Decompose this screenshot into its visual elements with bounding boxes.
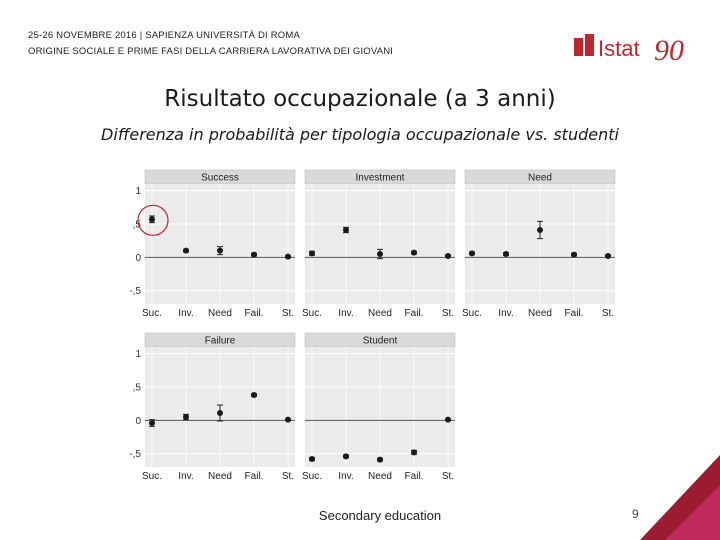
x-tick-label: Fail. xyxy=(244,308,264,319)
x-tick-label: Fail. xyxy=(404,471,424,482)
data-point xyxy=(343,227,349,233)
x-tick-label: St. xyxy=(281,308,295,319)
x-tick-label: St. xyxy=(441,471,455,482)
header-event-line: 25-26 NOVEMBRE 2016 | SAPIENZA UNIVERSITÀ DI ROMA xyxy=(28,30,301,41)
data-point xyxy=(217,410,223,416)
x-tick-label: Inv. xyxy=(338,308,354,319)
data-point xyxy=(411,449,417,455)
slide-subtitle: Differenza in probabilità per tipologia occupazionale vs. studenti xyxy=(101,125,619,144)
y-tick-label: 1 xyxy=(135,349,141,361)
y-tick-label: 0 xyxy=(135,252,141,264)
slide-title: Risultato occupazionale (a 3 anni) xyxy=(164,86,556,112)
data-point xyxy=(537,227,543,233)
data-point xyxy=(377,251,383,257)
data-point xyxy=(343,453,349,459)
x-tick-label: St. xyxy=(281,471,295,482)
x-tick-label: Suc. xyxy=(461,308,483,319)
facet-failure xyxy=(129,333,295,482)
x-tick-label: Inv. xyxy=(498,308,514,319)
facet-investment xyxy=(302,170,455,319)
data-point xyxy=(285,417,291,423)
data-point xyxy=(377,457,383,463)
x-tick-label: St. xyxy=(601,308,615,319)
facet-need xyxy=(462,170,615,319)
data-point xyxy=(503,251,509,257)
logo-anniversary-mark: 90 xyxy=(654,34,684,67)
data-point xyxy=(285,254,291,260)
data-point xyxy=(411,250,417,256)
corner-decoration xyxy=(640,455,720,540)
facet-success xyxy=(129,170,295,319)
x-tick-label: Need xyxy=(368,471,392,482)
y-tick-label: ,5 xyxy=(132,219,141,231)
logo-block-left xyxy=(574,38,583,56)
x-tick-label: Inv. xyxy=(178,471,194,482)
facet-label: Investment xyxy=(355,172,405,184)
y-tick-label: 0 xyxy=(135,415,141,427)
facet-label: Student xyxy=(362,335,398,347)
facet-label: Success xyxy=(201,172,239,184)
x-axis-label: Secondary education xyxy=(318,508,442,523)
x-tick-label: Suc. xyxy=(301,471,323,482)
data-point xyxy=(183,414,189,420)
y-tick-label: ,5 xyxy=(132,382,141,394)
x-tick-label: Need xyxy=(208,308,232,319)
x-tick-label: Inv. xyxy=(338,471,354,482)
data-point xyxy=(309,456,315,462)
data-point xyxy=(309,250,315,256)
x-tick-label: Need xyxy=(368,308,392,319)
x-tick-label: Inv. xyxy=(178,308,194,319)
x-tick-label: Fail. xyxy=(564,308,584,319)
data-point xyxy=(445,417,451,423)
data-point xyxy=(605,253,611,259)
logo-wordmark: Istat xyxy=(598,36,640,61)
data-point xyxy=(183,248,189,254)
y-tick-label: 1 xyxy=(135,186,141,198)
data-point xyxy=(469,250,475,256)
istat-logo xyxy=(572,30,694,70)
y-tick-label: -,5 xyxy=(129,449,141,461)
data-point xyxy=(445,253,451,259)
logo-block-right xyxy=(585,34,594,56)
x-tick-label: Suc. xyxy=(141,471,163,482)
data-point xyxy=(251,252,257,258)
x-tick-label: Fail. xyxy=(404,308,424,319)
x-tick-label: Need xyxy=(528,308,552,319)
x-tick-label: Suc. xyxy=(141,308,163,319)
x-tick-label: St. xyxy=(441,308,455,319)
x-tick-label: Suc. xyxy=(301,308,323,319)
x-tick-label: Need xyxy=(208,471,232,482)
data-point xyxy=(149,420,155,426)
data-point xyxy=(217,248,223,254)
y-tick-label: -,5 xyxy=(129,286,141,298)
data-point xyxy=(149,216,155,222)
data-point xyxy=(571,252,577,258)
page-number: 9 xyxy=(632,507,639,521)
faceted-chart xyxy=(115,165,625,530)
data-point xyxy=(251,392,257,398)
facet-student xyxy=(302,333,455,482)
x-tick-label: Fail. xyxy=(244,471,264,482)
facet-label: Need xyxy=(528,172,552,184)
header-topic-line: ORIGINE SOCIALE E PRIME FASI DELLA CARRIERA LAVORATIVA DEI GIOVANI xyxy=(28,46,394,57)
facet-label: Failure xyxy=(204,335,236,347)
